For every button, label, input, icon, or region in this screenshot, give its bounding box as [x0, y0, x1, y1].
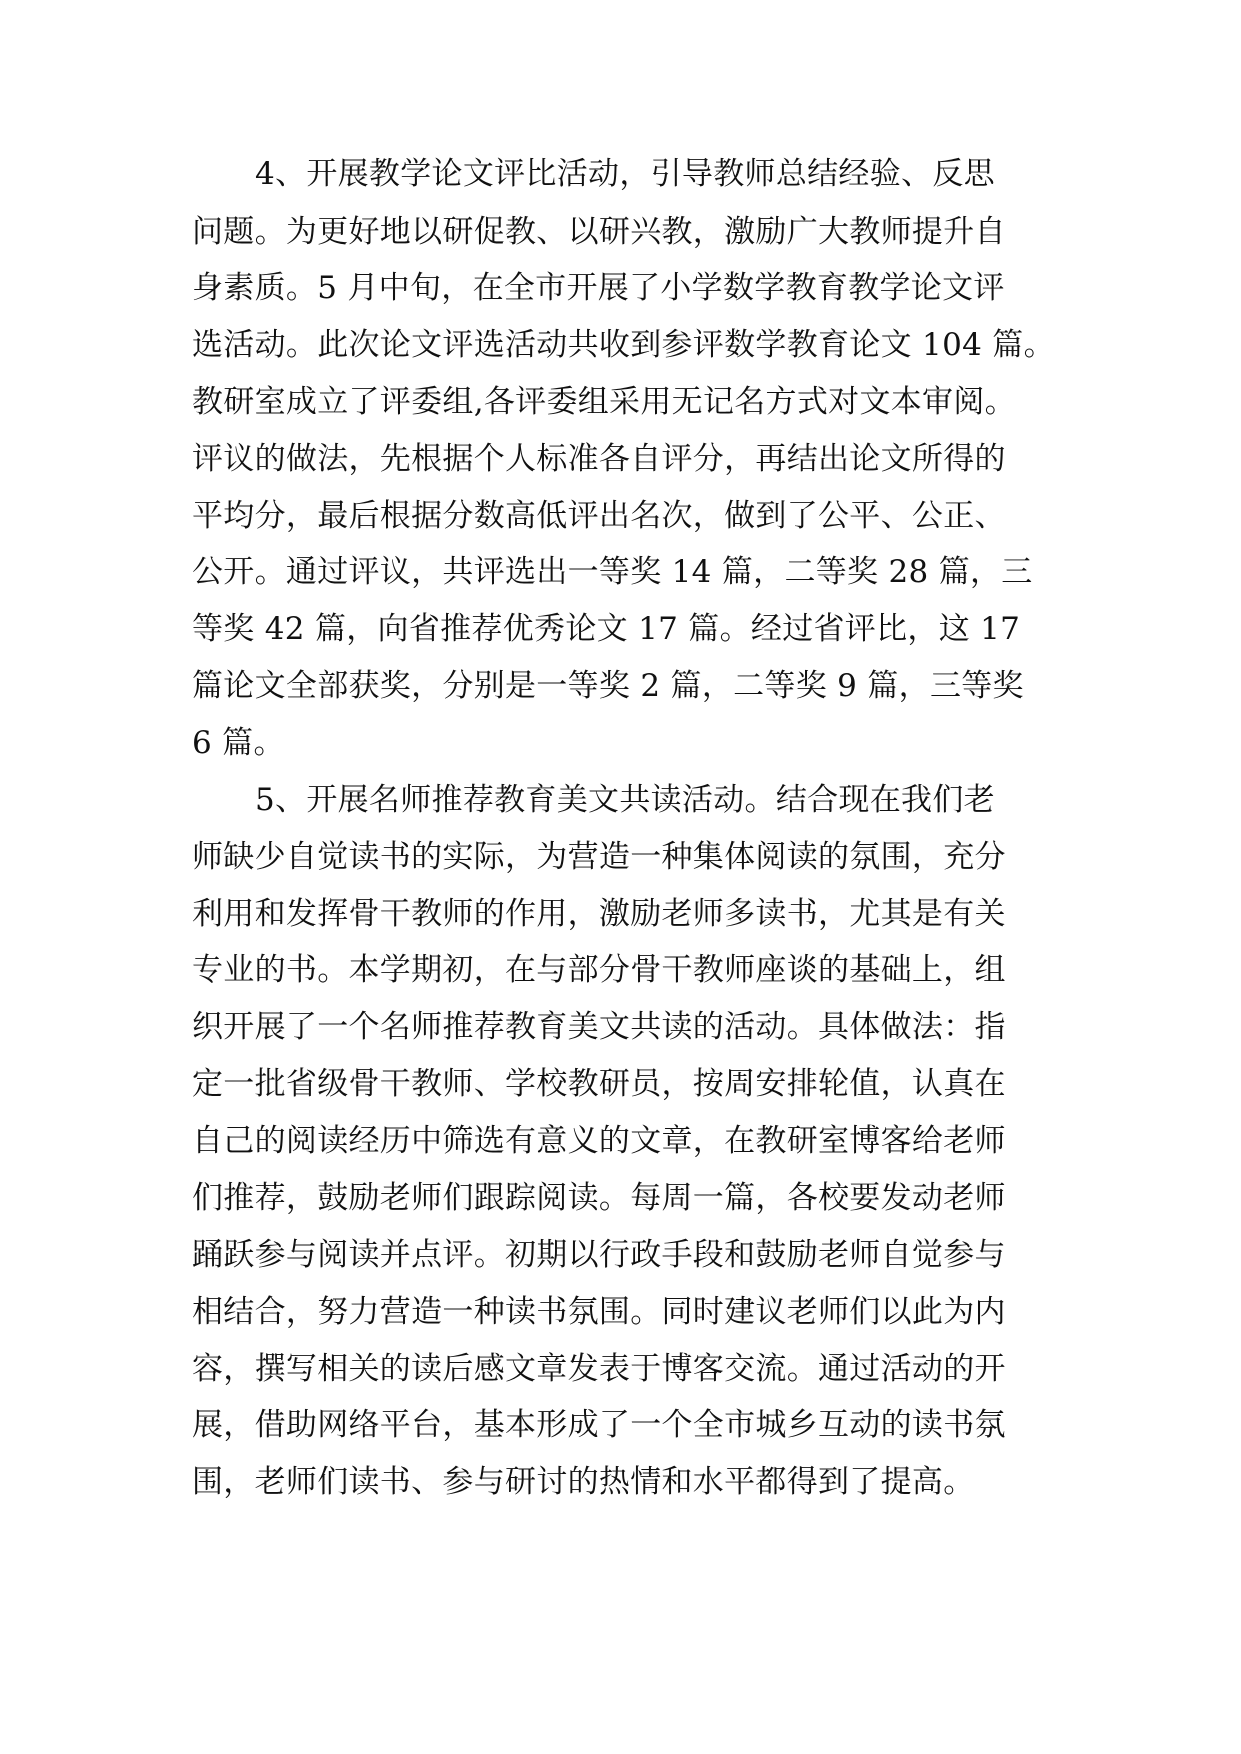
text-line: 相结合，努力营造一种读书氛围。同时建议老师们以此为内	[192, 1294, 1006, 1330]
text-line: 4、开展教学论文评比活动，引导教师总结经验、反思	[255, 156, 995, 192]
text-line: 评议的做法，先根据个人标准各自评分，再结出论文所得的	[192, 441, 1006, 477]
text-line: 问题。为更好地以研促教、以研兴教，激励广大教师提升自	[192, 214, 1006, 250]
text-line: 专业的书。本学期初，在与部分骨干教师座谈的基础上，组	[192, 952, 1006, 988]
text-line: 6 篇。	[192, 725, 285, 761]
text-line: 们推荐，鼓励老师们跟踪阅读。每周一篇，各校要发动老师	[192, 1180, 1006, 1216]
text-line: 织开展了一个名师推荐教育美文共读的活动。具体做法：指	[192, 1009, 1006, 1045]
text-line: 公开。通过评议，共评选出一等奖 14 篇，二等奖 28 篇，三	[192, 554, 1033, 590]
text-line: 踊跃参与阅读并点评。初期以行政手段和鼓励老师自觉参与	[192, 1237, 1006, 1273]
text-line: 等奖 42 篇，向省推荐优秀论文 17 篇。经过省评比，这 17	[192, 611, 1021, 647]
text-line: 定一批省级骨干教师、学校教研员，按周安排轮值，认真在	[192, 1066, 1006, 1102]
text-line: 选活动。此次论文评选活动共收到参评数学教育论文 104 篇。	[192, 327, 1055, 363]
text-line: 自己的阅读经历中筛选有意义的文章，在教研室博客给老师	[192, 1123, 1006, 1159]
text-line: 展，借助网络平台，基本形成了一个全市城乡互动的读书氛	[192, 1407, 1006, 1443]
text-line: 利用和发挥骨干教师的作用，激励老师多读书，尤其是有关	[192, 896, 1006, 932]
text-line: 5、开展名师推荐教育美文共读活动。结合现在我们老	[255, 782, 995, 818]
text-line: 容，撰写相关的读后感文章发表于博客交流。通过活动的开	[192, 1351, 1006, 1387]
text-line: 平均分，最后根据分数高低评出名次，做到了公平、公正、	[192, 498, 1006, 534]
text-line: 教研室成立了评委组,各评委组采用无记名方式对文本审阅。	[192, 384, 1016, 420]
text-line: 围，老师们读书、参与研讨的热情和水平都得到了提高。	[192, 1464, 975, 1500]
text-line: 身素质。5 月中旬，在全市开展了小学数学教育教学论文评	[192, 270, 1005, 306]
text-line: 师缺少自觉读书的实际，为营造一种集体阅读的氛围，充分	[192, 839, 1006, 875]
text-line: 篇论文全部获奖，分别是一等奖 2 篇，二等奖 9 篇，三等奖	[192, 668, 1024, 704]
